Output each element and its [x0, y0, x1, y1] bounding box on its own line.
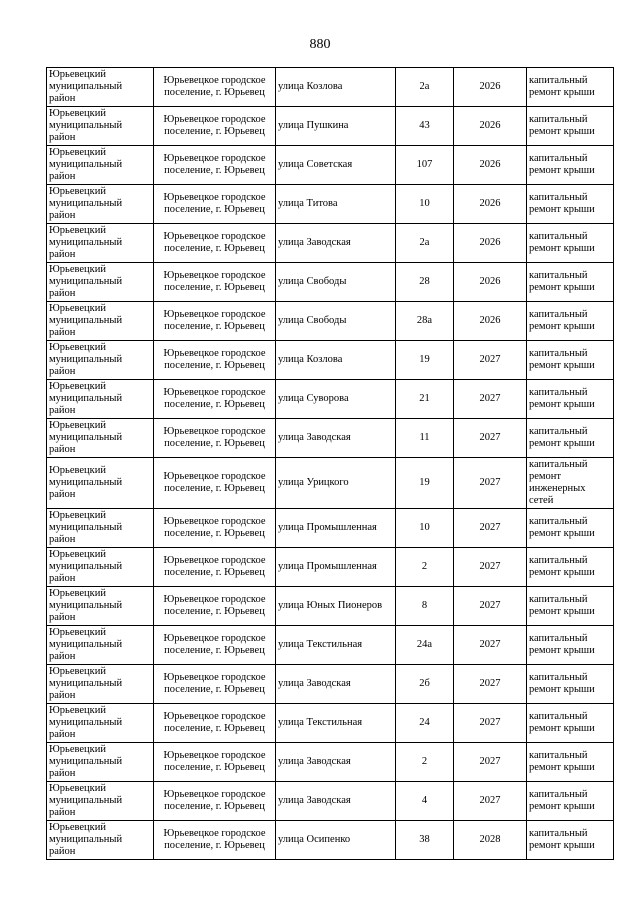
work-type-cell: капитальный ремонт крыши [527, 380, 614, 419]
street-cell: улица Текстильная [276, 704, 396, 743]
settlement-cell: Юрьевецкое городское поселение, г. Юрьевец [154, 821, 276, 860]
year-cell: 2026 [454, 68, 527, 107]
settlement-cell: Юрьевецкое городское поселение, г. Юрьевец [154, 224, 276, 263]
work-type-cell: капитальный ремонт крыши [527, 341, 614, 380]
street-cell: улица Советская [276, 146, 396, 185]
street-cell: улица Заводская [276, 419, 396, 458]
settlement-cell: Юрьевецкое городское поселение, г. Юрьевец [154, 302, 276, 341]
settlement-cell: Юрьевецкое городское поселение, г. Юрьевец [154, 263, 276, 302]
house-number-cell: 2б [396, 665, 454, 704]
street-cell: улица Заводская [276, 743, 396, 782]
year-cell: 2027 [454, 743, 527, 782]
settlement-cell: Юрьевецкое городское поселение, г. Юрьевец [154, 704, 276, 743]
year-cell: 2027 [454, 380, 527, 419]
district-cell: Юрьевецкий муниципальный район [47, 626, 154, 665]
table-body [47, 68, 614, 860]
street-cell: улица Свободы [276, 263, 396, 302]
street-cell: улица Козлова [276, 68, 396, 107]
street-cell: улица Свободы [276, 302, 396, 341]
table-row [47, 509, 614, 548]
street-cell: улица Козлова [276, 341, 396, 380]
table-row [47, 782, 614, 821]
table-row [47, 380, 614, 419]
settlement-cell: Юрьевецкое городское поселение, г. Юрьевец [154, 458, 276, 509]
district-cell: Юрьевецкий муниципальный район [47, 704, 154, 743]
district-cell: Юрьевецкий муниципальный район [47, 587, 154, 626]
year-cell: 2027 [454, 458, 527, 509]
work-type-cell: капитальный ремонт крыши [527, 587, 614, 626]
district-cell: Юрьевецкий муниципальный район [47, 224, 154, 263]
street-cell: улица Промышленная [276, 548, 396, 587]
settlement-cell: Юрьевецкое городское поселение, г. Юрьевец [154, 341, 276, 380]
table-row [47, 185, 614, 224]
table-row [47, 704, 614, 743]
district-cell: Юрьевецкий муниципальный район [47, 509, 154, 548]
year-cell: 2027 [454, 341, 527, 380]
settlement-cell: Юрьевецкое городское поселение, г. Юрьевец [154, 782, 276, 821]
year-cell: 2027 [454, 665, 527, 704]
street-cell: улица Заводская [276, 782, 396, 821]
year-cell: 2028 [454, 821, 527, 860]
year-cell: 2027 [454, 587, 527, 626]
house-number-cell: 107 [396, 146, 454, 185]
work-type-cell: капитальный ремонт инженерных сетей [527, 458, 614, 509]
table-row [47, 107, 614, 146]
work-type-cell: капитальный ремонт крыши [527, 821, 614, 860]
house-number-cell: 24 [396, 704, 454, 743]
settlement-cell: Юрьевецкое городское поселение, г. Юрьевец [154, 665, 276, 704]
district-cell: Юрьевецкий муниципальный район [47, 458, 154, 509]
work-type-cell: капитальный ремонт крыши [527, 743, 614, 782]
house-number-cell: 2а [396, 68, 454, 107]
house-number-cell: 24а [396, 626, 454, 665]
district-cell: Юрьевецкий муниципальный район [47, 419, 154, 458]
table-row [47, 341, 614, 380]
house-number-cell: 2 [396, 743, 454, 782]
settlement-cell: Юрьевецкое городское поселение, г. Юрьевец [154, 146, 276, 185]
house-number-cell: 28 [396, 263, 454, 302]
house-number-cell: 10 [396, 509, 454, 548]
street-cell: улица Текстильная [276, 626, 396, 665]
year-cell: 2027 [454, 704, 527, 743]
settlement-cell: Юрьевецкое городское поселение, г. Юрьевец [154, 626, 276, 665]
year-cell: 2027 [454, 419, 527, 458]
work-type-cell: капитальный ремонт крыши [527, 263, 614, 302]
street-cell: улица Титова [276, 185, 396, 224]
settlement-cell: Юрьевецкое городское поселение, г. Юрьевец [154, 380, 276, 419]
district-cell: Юрьевецкий муниципальный район [47, 743, 154, 782]
work-type-cell: капитальный ремонт крыши [527, 665, 614, 704]
district-cell: Юрьевецкий муниципальный район [47, 341, 154, 380]
table-row [47, 665, 614, 704]
district-cell: Юрьевецкий муниципальный район [47, 302, 154, 341]
table-row [47, 821, 614, 860]
house-number-cell: 4 [396, 782, 454, 821]
work-type-cell: капитальный ремонт крыши [527, 302, 614, 341]
work-type-cell: капитальный ремонт крыши [527, 68, 614, 107]
table-row [47, 458, 614, 509]
year-cell: 2026 [454, 107, 527, 146]
district-cell: Юрьевецкий муниципальный район [47, 68, 154, 107]
house-number-cell: 21 [396, 380, 454, 419]
table-row [47, 146, 614, 185]
district-cell: Юрьевецкий муниципальный район [47, 146, 154, 185]
district-cell: Юрьевецкий муниципальный район [47, 821, 154, 860]
table-row [47, 587, 614, 626]
street-cell: улица Осипенко [276, 821, 396, 860]
table-row [47, 743, 614, 782]
settlement-cell: Юрьевецкое городское поселение, г. Юрьевец [154, 587, 276, 626]
year-cell: 2027 [454, 782, 527, 821]
table-row [47, 263, 614, 302]
page-number: 880 [309, 37, 331, 52]
work-type-cell: капитальный ремонт крыши [527, 107, 614, 146]
table-row [47, 302, 614, 341]
settlement-cell: Юрьевецкое городское поселение, г. Юрьевец [154, 548, 276, 587]
district-cell: Юрьевецкий муниципальный район [47, 380, 154, 419]
settlement-cell: Юрьевецкое городское поселение, г. Юрьевец [154, 419, 276, 458]
year-cell: 2026 [454, 185, 527, 224]
house-number-cell: 2 [396, 548, 454, 587]
table-row [47, 626, 614, 665]
house-number-cell: 2а [396, 224, 454, 263]
house-number-cell: 11 [396, 419, 454, 458]
work-type-cell: капитальный ремонт крыши [527, 704, 614, 743]
year-cell: 2026 [454, 224, 527, 263]
year-cell: 2027 [454, 626, 527, 665]
street-cell: улица Заводская [276, 224, 396, 263]
year-cell: 2027 [454, 548, 527, 587]
district-cell: Юрьевецкий муниципальный район [47, 107, 154, 146]
table-row [47, 548, 614, 587]
work-type-cell: капитальный ремонт крыши [527, 626, 614, 665]
settlement-cell: Юрьевецкое городское поселение, г. Юрьевец [154, 509, 276, 548]
work-type-cell: капитальный ремонт крыши [527, 509, 614, 548]
settlement-cell: Юрьевецкое городское поселение, г. Юрьевец [154, 185, 276, 224]
work-type-cell: капитальный ремонт крыши [527, 224, 614, 263]
street-cell: улица Урицкого [276, 458, 396, 509]
street-cell: улица Юных Пионеров [276, 587, 396, 626]
street-cell: улица Пушкина [276, 107, 396, 146]
settlement-cell: Юрьевецкое городское поселение, г. Юрьевец [154, 107, 276, 146]
house-number-cell: 19 [396, 341, 454, 380]
table-row [47, 419, 614, 458]
year-cell: 2026 [454, 263, 527, 302]
house-number-cell: 8 [396, 587, 454, 626]
year-cell: 2027 [454, 509, 527, 548]
house-number-cell: 28а [396, 302, 454, 341]
district-cell: Юрьевецкий муниципальный район [47, 665, 154, 704]
house-number-cell: 38 [396, 821, 454, 860]
work-type-cell: капитальный ремонт крыши [527, 146, 614, 185]
street-cell: улица Промышленная [276, 509, 396, 548]
district-cell: Юрьевецкий муниципальный район [47, 548, 154, 587]
work-type-cell: капитальный ремонт крыши [527, 548, 614, 587]
street-cell: улица Суворова [276, 380, 396, 419]
work-type-cell: капитальный ремонт крыши [527, 782, 614, 821]
year-cell: 2026 [454, 302, 527, 341]
house-number-cell: 10 [396, 185, 454, 224]
district-cell: Юрьевецкий муниципальный район [47, 263, 154, 302]
district-cell: Юрьевецкий муниципальный район [47, 185, 154, 224]
work-type-cell: капитальный ремонт крыши [527, 185, 614, 224]
street-cell: улица Заводская [276, 665, 396, 704]
year-cell: 2026 [454, 146, 527, 185]
house-number-cell: 19 [396, 458, 454, 509]
table-row [47, 224, 614, 263]
work-type-cell: капитальный ремонт крыши [527, 419, 614, 458]
house-number-cell: 43 [396, 107, 454, 146]
district-cell: Юрьевецкий муниципальный район [47, 782, 154, 821]
settlement-cell: Юрьевецкое городское поселение, г. Юрьевец [154, 743, 276, 782]
table-row [47, 68, 614, 107]
settlement-cell: Юрьевецкое городское поселение, г. Юрьевец [154, 68, 276, 107]
repair-schedule-table [46, 67, 614, 860]
